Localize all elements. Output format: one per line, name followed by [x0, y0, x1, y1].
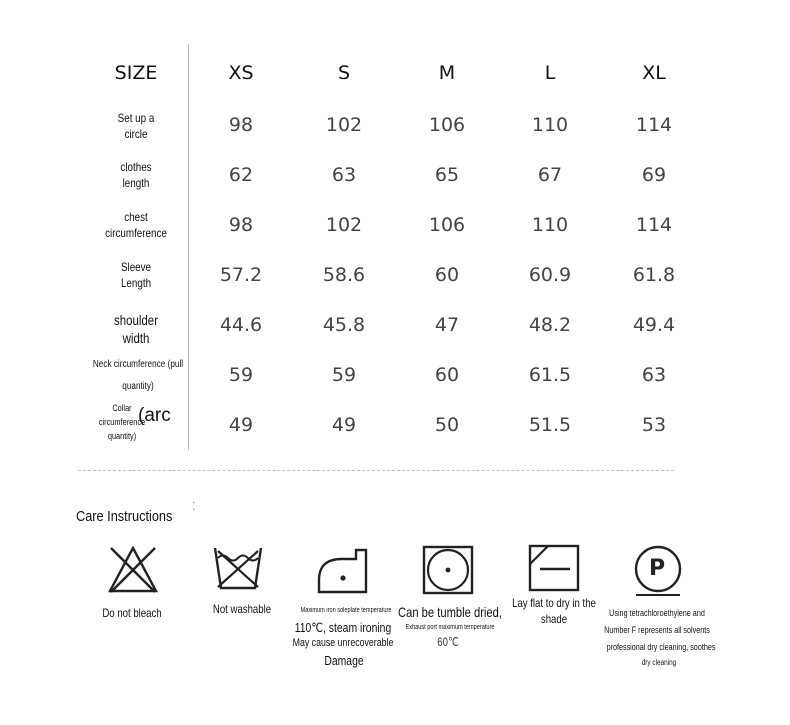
dashed-divider [78, 470, 674, 471]
table-cell: 49 [331, 414, 357, 436]
care-caption: professional dry cleaning, soothes [606, 642, 716, 652]
tumble-dry-icon [422, 545, 474, 595]
table-cell: 102 [325, 214, 363, 236]
care-caption: shade [540, 612, 568, 626]
care-caption: Do not bleach [102, 606, 162, 620]
care-caption: Lay flat to dry in the [512, 596, 596, 610]
care-caption: Damage [324, 653, 364, 668]
care-caption: 60℃ [437, 635, 459, 649]
row-label: clothes length [120, 160, 152, 190]
table-cell: 69 [641, 164, 667, 186]
table-cell: 53 [641, 414, 667, 436]
care-caption: Using tetrachloroethylene and [609, 608, 705, 618]
care-caption: Can be tumble dried, [398, 604, 502, 620]
header-size: SIZE [114, 62, 158, 84]
table-cell: 65 [434, 164, 460, 186]
table-cell: 106 [428, 114, 466, 136]
table-cell: 60 [434, 264, 460, 286]
table-cell: 48.2 [528, 314, 572, 336]
header-xs: XS [228, 62, 254, 84]
table-cell: 110 [531, 214, 569, 236]
table-cell: 98 [228, 114, 254, 136]
table-cell: 102 [325, 114, 363, 136]
care-caption: 110℃, steam ironing [294, 620, 392, 635]
no-bleach-icon [107, 545, 159, 595]
table-cell: 63 [331, 164, 357, 186]
table-cell: 50 [434, 414, 460, 436]
row-label: Neck circumference (pull quantity) [92, 359, 184, 392]
table-cell: 110 [531, 114, 569, 136]
row-label: chest circumference [105, 210, 167, 240]
line-dry-shade-icon [528, 544, 580, 592]
iron-icon [316, 545, 370, 595]
table-cell: 60 [434, 364, 460, 386]
table-cell: 45.8 [322, 314, 366, 336]
table-cell: 61.5 [528, 364, 572, 386]
table-cell: 67 [537, 164, 563, 186]
row-label: Set up a circle [117, 111, 155, 141]
table-cell: 44.6 [219, 314, 263, 336]
table-cell: 49.4 [632, 314, 676, 336]
care-note-small: Exhaust port maximum temperature [405, 624, 495, 631]
row-label: Sleeve Length [120, 260, 152, 290]
table-cell: 49 [228, 414, 254, 436]
care-note-small: Maximum iron soleplate temperature [300, 607, 392, 614]
table-cell: 62 [228, 164, 254, 186]
header-s: S [337, 62, 351, 84]
care-title: Care Instructions [76, 508, 173, 525]
row-label: shoulder width [113, 312, 159, 346]
not-washable-icon [212, 545, 264, 591]
table-cell: 47 [434, 314, 460, 336]
table-cell: 61.8 [632, 264, 676, 286]
table-divider [188, 44, 189, 450]
header-m: M [438, 62, 456, 84]
care-caption: May cause unrecoverable [292, 637, 394, 649]
table-cell: 58.6 [322, 264, 366, 286]
table-cell: 59 [331, 364, 357, 386]
dry-clean-letter: P [648, 556, 666, 581]
care-caption: dry cleaning [641, 658, 677, 667]
care-dots: ⁚ [192, 501, 196, 513]
table-cell: 114 [635, 114, 673, 136]
header-l: L [544, 62, 556, 84]
care-caption: Number F represents all solvents [604, 625, 710, 635]
table-cell: 98 [228, 214, 254, 236]
table-cell: 106 [428, 214, 466, 236]
table-cell: 63 [641, 364, 667, 386]
table-cell: 59 [228, 364, 254, 386]
table-cell: 57.2 [219, 264, 263, 286]
table-cell: 60.9 [528, 264, 572, 286]
table-cell: 114 [635, 214, 673, 236]
table-cell: 51.5 [528, 414, 572, 436]
row-label: Collar circumference quantity) [98, 403, 146, 441]
row-label-overlay: (arc [138, 405, 171, 426]
header-xl: XL [642, 62, 666, 84]
care-caption: Not washable [212, 602, 272, 616]
